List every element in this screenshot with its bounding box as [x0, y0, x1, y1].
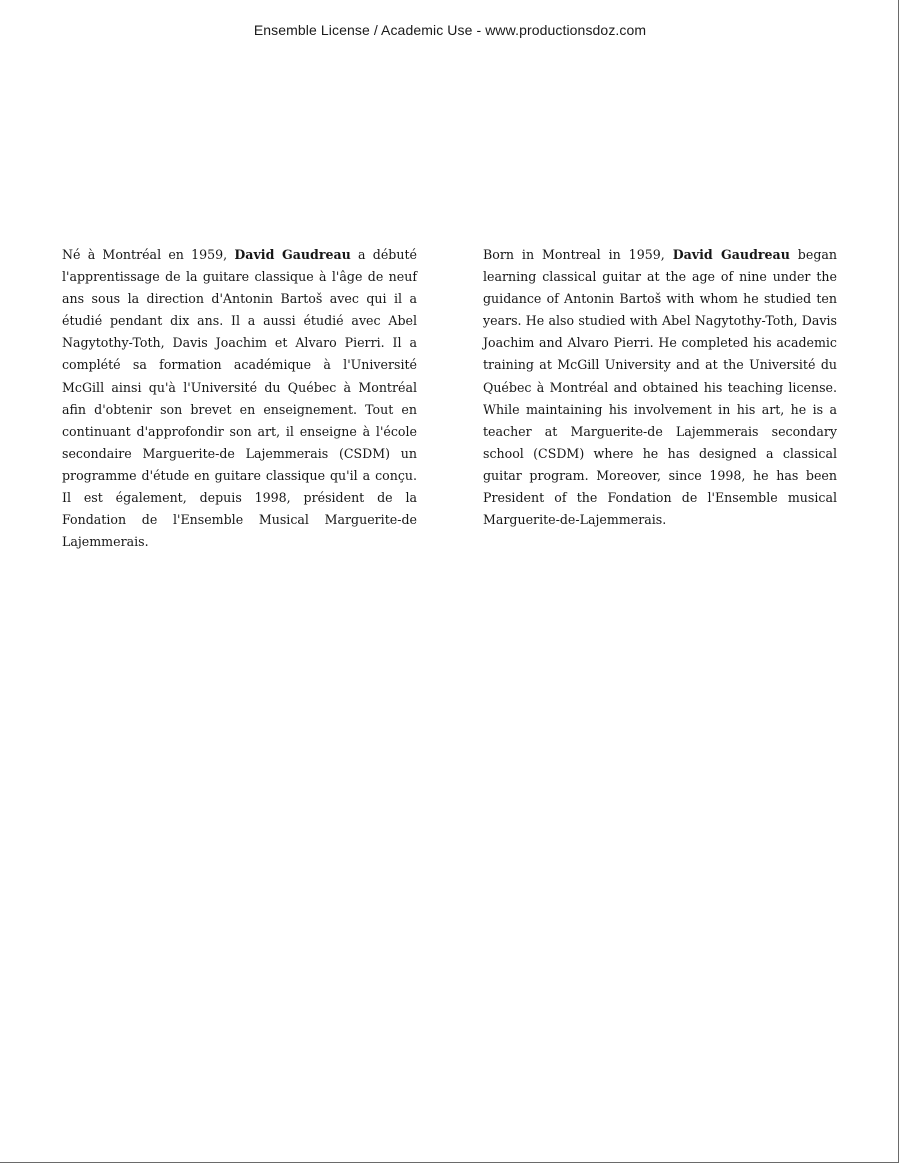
biography-english-paragraph [483, 244, 837, 531]
artist-name-french: David Gaudreau [234, 247, 351, 262]
biography-french [62, 244, 417, 553]
biography-english [483, 244, 837, 531]
biography-english-body: began learning classical guitar at the age of nine under the guidance of Antonin Bartoš with whom he studied ten years. He also studied with Abel Nagytothy-Toth, Davis Joachim and Alvaro Pierri. He completed his academic training at McGill University and at the Université du Québec à Montréal and obtained his teaching license. While maintaining his involvement in his art, he is a teacher at Marguerite-de Lajemmerais secondary school (CSDM) where he has designed a classical guitar program. Moreover, since 1998, he has been President of the Fondation de l'Ensemble musical Marguerite-de-Lajemmerais. [483, 247, 838, 528]
license-header: Ensemble License / Academic Use - www.productionsdoz.com [253, 22, 647, 38]
biography-french-body: a débuté l'apprentissage de la guitare classique à l'âge de neuf ans sous la direction d'Antonin Bartoš avec qui il a étudié pendant dix ans. Il a aussi étudié avec Abel Nagytothy-Toth, Davis Joachim et Alvaro Pierri. Il a complété sa formation académique à l'Université McGill ainsi qu'à l'Université du Québec à Montréal afin d'obtenir son brevet en enseignement. Tout en continuant d'approfondir son art, il enseigne à l'école secondaire Marguerite-de Lajemmerais (CSDM) un programme d'étude en guitare classique qu'il a conçu. Il est également, depuis 1998, président de la Fondation de l'Ensemble Musical Marguerite-de Lajemmerais. [62, 247, 417, 550]
artist-name-english: David Gaudreau [672, 247, 790, 262]
biography-french-intro: Né à Montréal en 1959, [62, 247, 235, 262]
biography-french-paragraph [62, 244, 417, 553]
biography-english-intro: Born in Montreal in 1959, [483, 247, 673, 262]
